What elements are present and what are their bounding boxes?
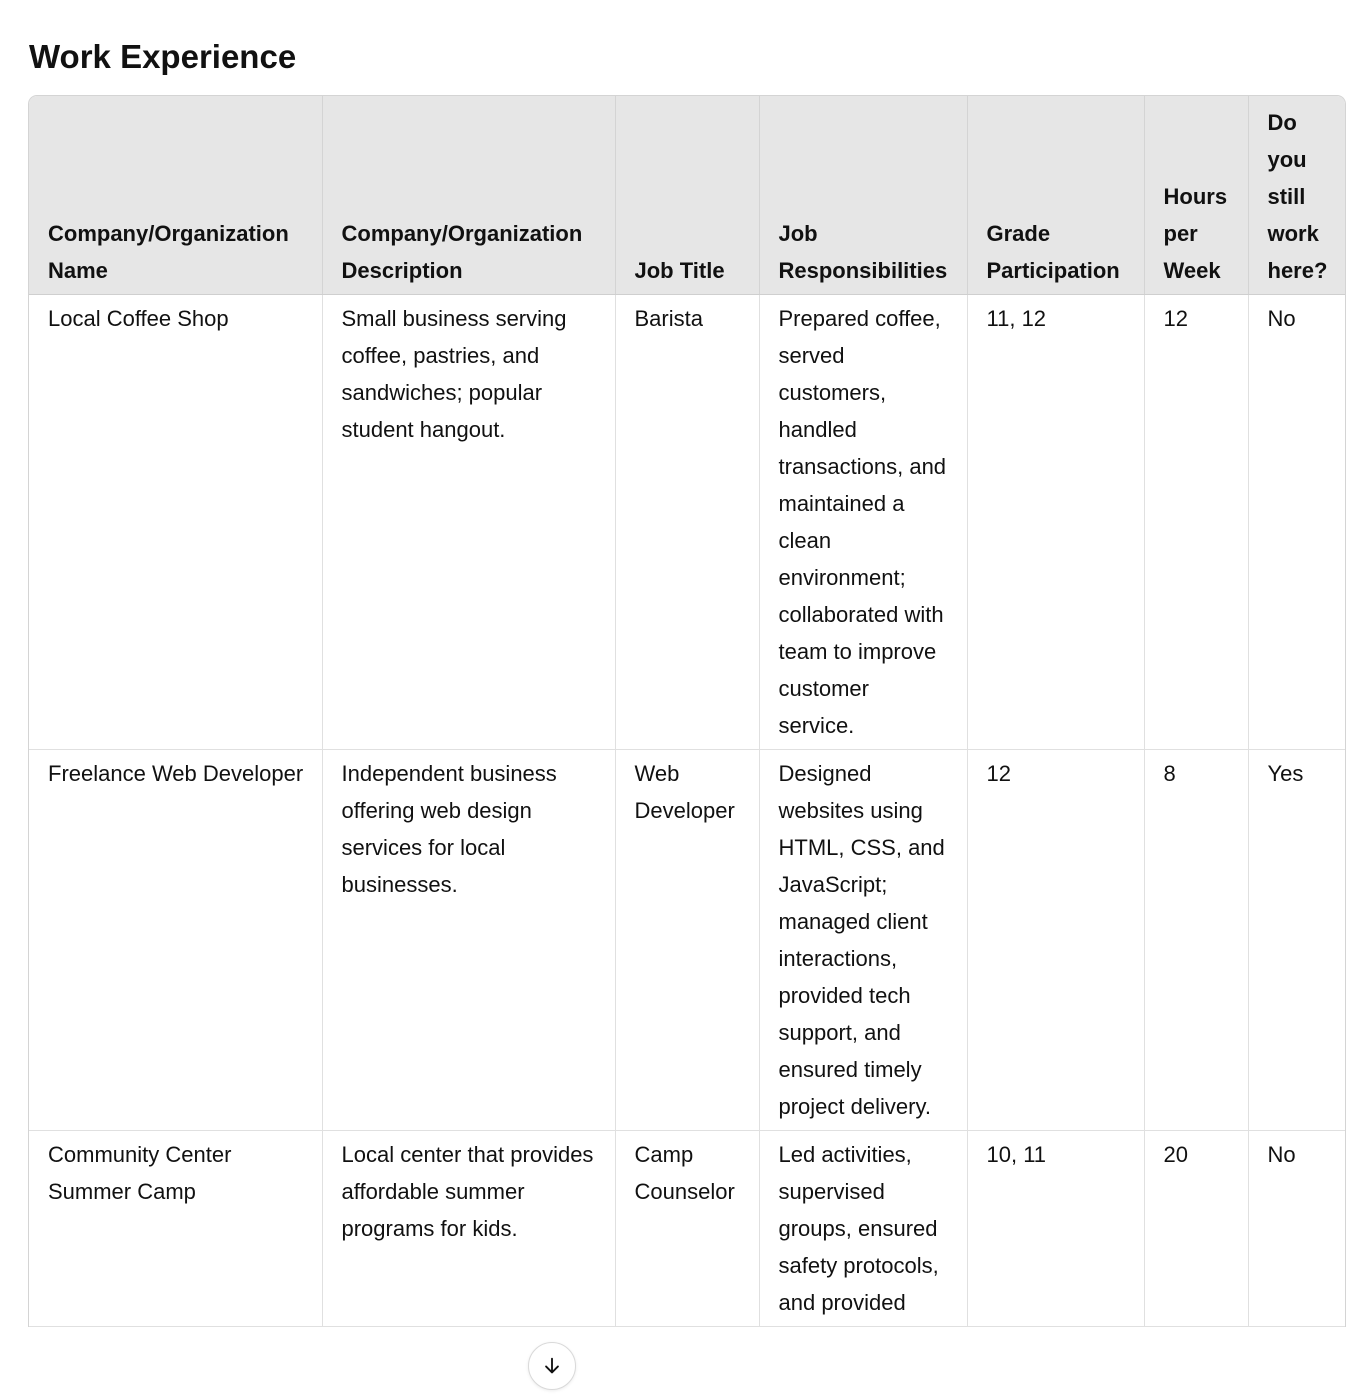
table-row bbox=[29, 295, 1345, 750]
table-body bbox=[29, 295, 1345, 1327]
header-hours-per-week: Hours per Week bbox=[1144, 96, 1248, 295]
cell-description: Local center that provides affordable summer programs for kids. bbox=[322, 1131, 615, 1327]
cell-job-title: Web Developer bbox=[615, 750, 759, 1131]
work-experience-table-container bbox=[28, 95, 1346, 1327]
section-title: Work Experience bbox=[29, 38, 297, 75]
cell-still-working: No bbox=[1248, 1131, 1345, 1327]
cell-company: Local Coffee Shop bbox=[29, 295, 322, 750]
cell-company: Freelance Web Developer bbox=[29, 750, 322, 1131]
table-row bbox=[29, 750, 1345, 1131]
cell-description: Independent business offering web design services for local businesses. bbox=[322, 750, 615, 1131]
header-company-description: Company/Organization Description bbox=[322, 96, 615, 295]
cell-grades: 10, 11 bbox=[967, 1131, 1144, 1327]
scroll-down-button[interactable] bbox=[528, 1342, 576, 1390]
cell-grades: 12 bbox=[967, 750, 1144, 1131]
table-header-row bbox=[29, 96, 1345, 295]
cell-responsibilities: Led activities, supervised groups, ensured safety protocols, and provided bbox=[759, 1131, 967, 1327]
cell-still-working: Yes bbox=[1248, 750, 1345, 1131]
cell-job-title: Barista bbox=[615, 295, 759, 750]
cell-grades: 11, 12 bbox=[967, 295, 1144, 750]
cell-responsibilities: Designed websites using HTML, CSS, and JavaScript; managed client interactions, provided tech support, and ensured timely project delivery. bbox=[759, 750, 967, 1131]
cell-still-working: No bbox=[1248, 295, 1345, 750]
header-still-work-here: Do you still work here? bbox=[1248, 96, 1345, 295]
arrow-down-icon bbox=[541, 1355, 563, 1377]
cell-description: Small business serving coffee, pastries, and sandwiches; popular student hangout. bbox=[322, 295, 615, 750]
table-row bbox=[29, 1131, 1345, 1327]
work-experience-table bbox=[29, 96, 1345, 1327]
cell-hours: 8 bbox=[1144, 750, 1248, 1131]
cell-company: Community Center Summer Camp bbox=[29, 1131, 322, 1327]
header-job-title: Job Title bbox=[615, 96, 759, 295]
cell-job-title: Camp Counselor bbox=[615, 1131, 759, 1327]
table-header bbox=[29, 96, 1345, 295]
header-grade-participation: Grade Participation bbox=[967, 96, 1144, 295]
cell-responsibilities: Prepared coffee, served customers, handled transactions, and maintained a clean environment; collaborated with team to improve customer service. bbox=[759, 295, 967, 750]
header-company-name: Company/Organization Name bbox=[29, 96, 322, 295]
cell-hours: 12 bbox=[1144, 295, 1248, 750]
cell-hours: 20 bbox=[1144, 1131, 1248, 1327]
header-job-responsibilities: Job Responsibilities bbox=[759, 96, 967, 295]
